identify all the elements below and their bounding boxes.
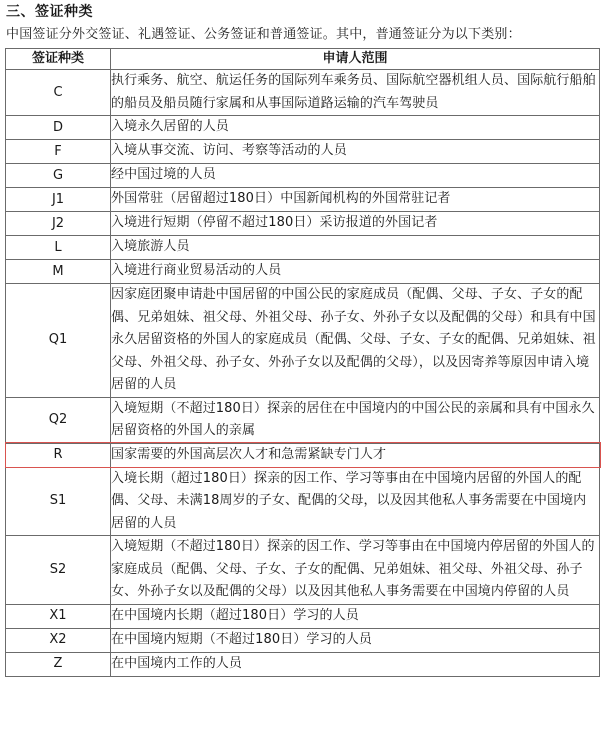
table-row bbox=[6, 284, 600, 398]
table-row-highlighted bbox=[6, 443, 600, 467]
applicant-scope-cell: 入境从事交流、访问、考察等活动的人员 bbox=[111, 140, 600, 164]
applicant-scope-cell: 执行乘务、航空、航运任务的国际列车乘务员、国际航空器机组人员、国际航行船舶的船员及船员随行家属和从事国际道路运输的汽车驾驶员 bbox=[111, 70, 600, 116]
table-header-row bbox=[6, 49, 600, 70]
applicant-scope-cell: 国家需要的外国高层次人才和急需紧缺专门人才 bbox=[111, 443, 600, 467]
visa-type-cell: X2 bbox=[6, 628, 111, 652]
applicant-scope-cell: 入境进行商业贸易活动的人员 bbox=[111, 260, 600, 284]
visa-type-cell: X1 bbox=[6, 604, 111, 628]
visa-type-cell: L bbox=[6, 236, 111, 260]
table-row bbox=[6, 536, 600, 605]
visa-type-cell: Z bbox=[6, 652, 111, 676]
applicant-scope-cell: 因家庭团聚申请赴中国居留的中国公民的家庭成员（配偶、父母、子女、子女的配偶、兄弟姐妹、祖父母、外祖父母、孙子女、外孙子女以及配偶的父母）和具有中国永久居留资格的外国人的家庭成员（配偶、父母、子女、子女的配偶、兄弟姐妹、祖父母、外祖父母、孙子女、外孙子女以及配偶的父母），以及因寄养等原因申请入境居留的人员 bbox=[111, 284, 600, 398]
section-title: 三、签证种类 bbox=[6, 4, 93, 20]
applicant-scope-cell: 入境短期（不超过180日）探亲的居住在中国境内的中国公民的亲属和具有中国永久居留资格的外国人的亲属 bbox=[111, 397, 600, 443]
visa-type-cell: C bbox=[6, 70, 111, 116]
applicant-scope-cell: 经中国过境的人员 bbox=[111, 164, 600, 188]
table-row bbox=[6, 164, 600, 188]
table-row bbox=[6, 236, 600, 260]
applicant-scope-cell: 在中国境内长期（超过180日）学习的人员 bbox=[111, 604, 600, 628]
applicant-scope-cell: 入境进行短期（停留不超过180日）采访报道的外国记者 bbox=[111, 212, 600, 236]
table-row bbox=[6, 467, 600, 536]
visa-type-cell: M bbox=[6, 260, 111, 284]
visa-type-cell: F bbox=[6, 140, 111, 164]
table-row bbox=[6, 212, 600, 236]
table-row bbox=[6, 260, 600, 284]
visa-type-cell: J1 bbox=[6, 188, 111, 212]
visa-type-cell: Q2 bbox=[6, 397, 111, 443]
visa-type-cell: R bbox=[6, 443, 111, 467]
visa-type-cell: S1 bbox=[6, 467, 111, 536]
visa-category-table bbox=[5, 48, 600, 677]
table-row bbox=[6, 70, 600, 116]
table-row bbox=[6, 604, 600, 628]
table-row bbox=[6, 628, 600, 652]
visa-type-cell: Q1 bbox=[6, 284, 111, 398]
applicant-scope-cell: 外国常驻（居留超过180日）中国新闻机构的外国常驻记者 bbox=[111, 188, 600, 212]
applicant-scope-cell: 在中国境内短期（不超过180日）学习的人员 bbox=[111, 628, 600, 652]
table-row bbox=[6, 140, 600, 164]
applicant-scope-cell: 在中国境内工作的人员 bbox=[111, 652, 600, 676]
applicant-scope-cell: 入境永久居留的人员 bbox=[111, 116, 600, 140]
applicant-scope-cell: 入境短期（不超过180日）探亲的因工作、学习等事由在中国境内停居留的外国人的家庭成员（配偶、父母、子女、子女的配偶、兄弟姐妹、祖父母、外祖父母、孙子女、外孙子女以及配偶的父母）以及因其他私人事务需要在中国境内停留的人员 bbox=[111, 536, 600, 605]
visa-type-cell: J2 bbox=[6, 212, 111, 236]
visa-type-cell: S2 bbox=[6, 536, 111, 605]
applicant-scope-cell: 入境长期（超过180日）探亲的因工作、学习等事由在中国境内居留的外国人的配偶、父母、未满18周岁的子女、配偶的父母，以及因其他私人事务需要在中国境内居留的人员 bbox=[111, 467, 600, 536]
visa-type-cell: D bbox=[6, 116, 111, 140]
header-visa-type: 签证种类 bbox=[6, 49, 111, 70]
visa-type-cell: G bbox=[6, 164, 111, 188]
intro-paragraph: 中国签证分外交签证、礼遇签证、公务签证和普通签证。其中，普通签证分为以下类别： bbox=[6, 27, 521, 42]
header-applicant-scope: 申请人范围 bbox=[111, 49, 600, 70]
applicant-scope-cell: 入境旅游人员 bbox=[111, 236, 600, 260]
table-row bbox=[6, 188, 600, 212]
table-row bbox=[6, 116, 600, 140]
table-row bbox=[6, 652, 600, 676]
table-row bbox=[6, 397, 600, 443]
